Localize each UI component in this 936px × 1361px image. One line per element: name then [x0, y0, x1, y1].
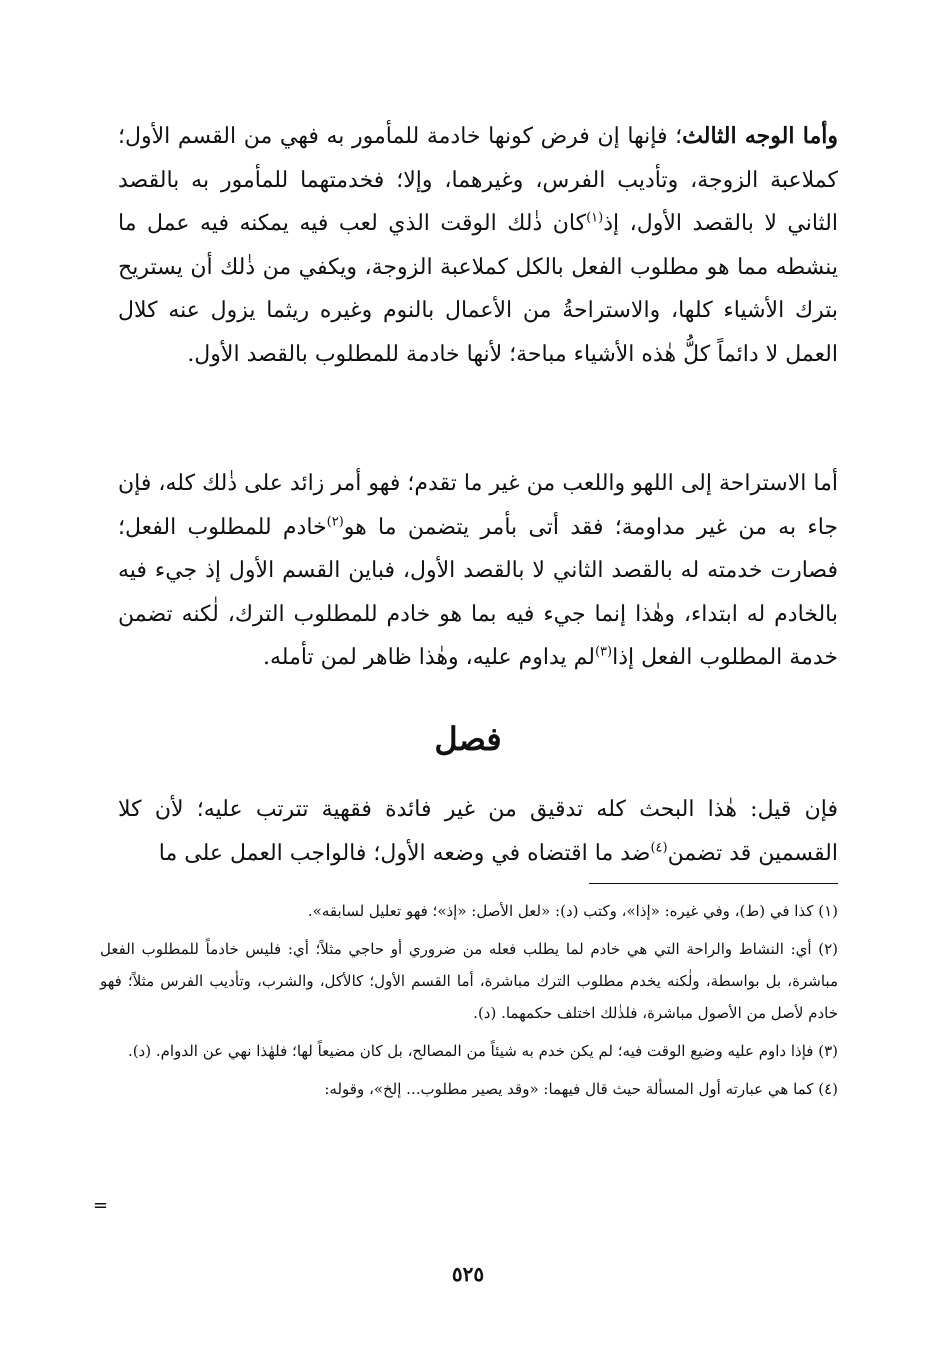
paragraph-lead-heading: وأما الوجه الثالث	[682, 123, 838, 149]
footnote-2: (٢) أي: النشاط والراحة التي هي خادم لما يطلب فعله من ضروري أو حاجي مثلاً؛ أي: فليس خادماً للمطلوب الفعل مباشرة، بل بواسطة، ولٰكنه يخدم مطلوب الترك مباشرة، أما القسم الأول؛ كالأكل، والشرب، وتأديب الفرس مثلاً؛ فهو خادم لأصل من الأصول مباشرة، فلذٰلك اختلف حكمهما. (د).	[100, 940, 838, 1022]
footnote-divider	[589, 883, 838, 884]
paragraph-text: ضد ما اقتضاه في وضعه الأول؛ فالواجب العمل على ما	[158, 840, 651, 866]
footnote-ref-4: (٤)	[650, 840, 668, 856]
paragraph-text: لم يداوم عليه، وهٰذا ظاهر لمن تأمله.	[263, 645, 595, 670]
footnotes	[100, 895, 838, 1105]
footnote-ref-2: (٢)	[326, 514, 344, 530]
paragraph-text: فإن قيل: هٰذا البحث كله تدقيق من غير فائدة فقهية تترتب عليه؛ لأن كلا القسمين قد تضمن	[118, 797, 838, 866]
paragraph-objection	[118, 788, 838, 875]
footnote-1: (١) كذا في (ط)، وفي غيره: «إذا»، وكتب (د): «لعل الأصل: «إذ»؛ فهو تعليل لسابقه».	[307, 902, 838, 920]
paragraph-rest-play	[118, 462, 838, 680]
section-title: فصل	[434, 720, 502, 758]
paragraph-text: كان ذٰلك الوقت الذي لعب فيه يمكنه فيه عمل ما ينشطه مما هو مطلوب الفعل بالكل كملاعبة الزوجة، ويكفي من ذٰلك أن يستريح بترك الأشياء كلها، والاستراحةُ من الأعمال بالنوم وغيره ريثما يزول عنه كلال العمل لا دائماً كلُّ هٰذه الأشياء مباحة؛ لأنها خادمة للمطلوب بالقصد الأول.	[118, 211, 838, 367]
footnote-ref-3: (٣)	[594, 644, 613, 660]
paragraph-text: أما الاستراحة إلى اللهو واللعب من غير ما تقدم؛ فهو أمر زائد على ذٰلك كله، فإن جاء به من غير مداومة؛ فقد أتى بأمر يتضمن ما هو	[118, 471, 839, 540]
footnote-4: (٤) كما هي عبارته أول المسألة حيث قال فيهما: «وقد يصير مطلوب... إلخ»، وقوله:	[324, 1080, 838, 1098]
paragraph-third-aspect	[118, 115, 838, 376]
footnote-ref-1: (١)	[586, 210, 604, 226]
paragraph-text: خادم للمطلوب الفعل؛ فصارت خدمته له بالقصد الثاني لا بالقصد الأول، فباين القسم الأول إذ جيء فيه بالخادم له ابتداء، وهٰذا إنما جيء فيه بما هو خادم للمطلوب الترك، لٰكنه تضمن خدمة المطلوب الفعل إذا	[118, 514, 838, 670]
page-number: ٥٢٥	[451, 1262, 485, 1286]
footnote-3: (٣) فإذا داوم عليه وضيع الوقت فيه؛ لم يكن خدم به شيئاً من المصالح، بل كان مضيعاً لها؛ فلهٰذا نهي عن الدوام. (د).	[127, 1042, 838, 1060]
continuation-mark: =	[93, 1195, 109, 1216]
paragraph-text: ؛ فإنها إن فرض كونها خادمة للمأمور به فهي من القسم الأول؛ كملاعبة الزوجة، وتأديب الفرس، وغيرهما، وإلا؛ فخدمتهما للمأمور به بالقصد الثاني لا بالقصد الأول، إذ	[118, 124, 838, 236]
